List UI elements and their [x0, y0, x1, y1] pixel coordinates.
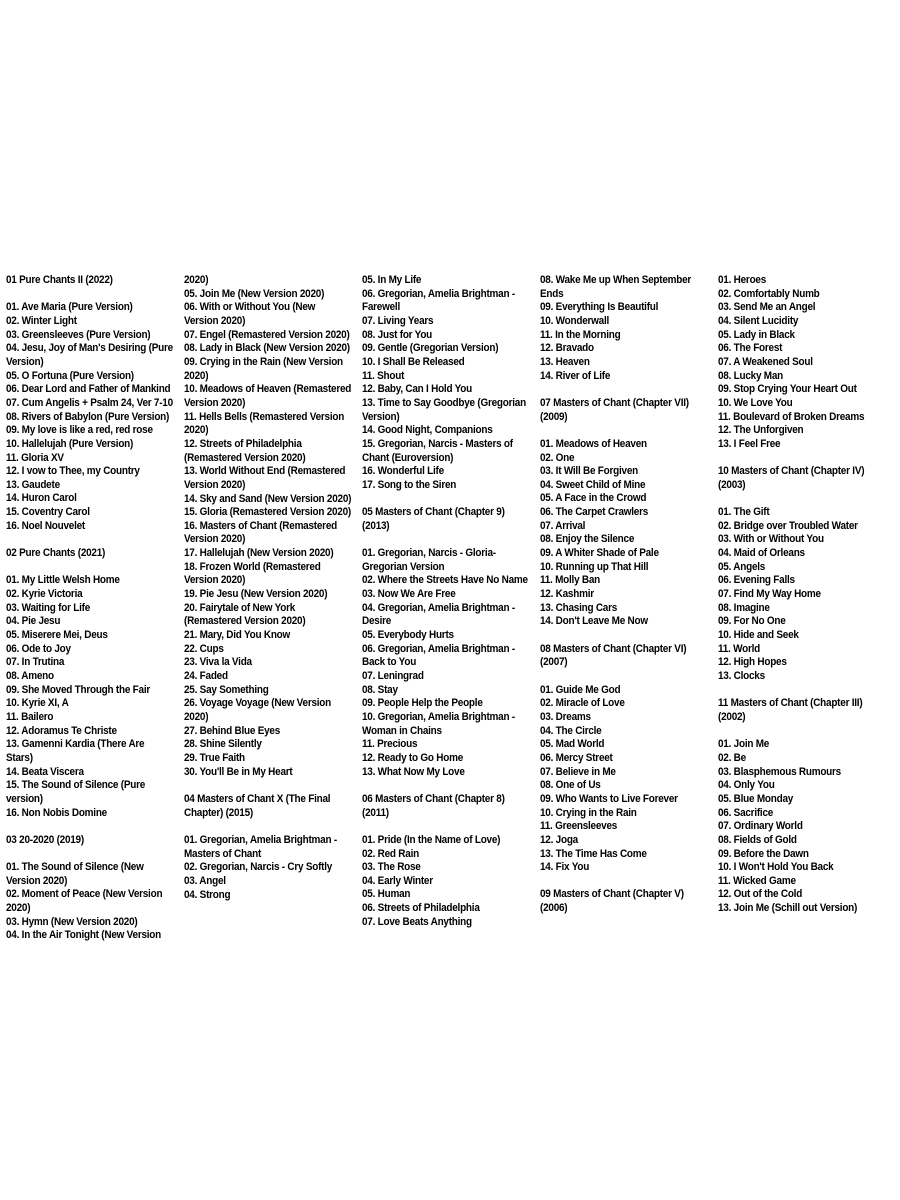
track-item: 06. Evening Falls [718, 574, 795, 587]
album-heading: 07 Masters of Chant (Chapter VII) (2009) [540, 396, 689, 423]
track-item: 03. Dreams [540, 710, 591, 723]
track-item: 07. Cum Angelis + Psalm 24, Ver 7-10 [6, 396, 173, 409]
track-item: 04. Only You [718, 779, 775, 792]
tracklist-sheet [6, 274, 894, 943]
track-item: 05. Human [362, 888, 411, 901]
track-item: 07. Find My Way Home [718, 588, 821, 601]
track-item: 15. Coventry Carol [6, 506, 90, 519]
track-item: 11. Gloria XV [6, 451, 64, 464]
track-item: 09. She Moved Through the Fair [6, 683, 151, 696]
album-heading: 02 Pure Chants (2021) [6, 547, 106, 560]
track-item: 08. Ameno [6, 669, 54, 682]
track-item: 05. Lady in Black [718, 328, 795, 341]
track-item: 13. The Time Has Come [540, 847, 647, 860]
track-item: 12. I vow to Thee, my Country [6, 465, 140, 478]
track-item: 14. River of Life [540, 369, 611, 382]
track-item: 08. Imagine [718, 601, 770, 614]
track-item: 09. My love is like a red, red rose [6, 424, 153, 437]
track-item: 06. Gregorian, Amelia Brightman - Farewell [362, 287, 515, 314]
blank-line [362, 533, 529, 547]
track-item: 12. Ready to Go Home [362, 751, 464, 764]
blank-line [718, 684, 885, 698]
track-item: 01. The Sound of Silence (New Version 2020) [6, 861, 144, 887]
track-item: 05. Miserere Mei, Deus [6, 629, 108, 642]
track-item: 03. The Rose [362, 861, 421, 874]
track-item: 04. Strong [184, 888, 231, 901]
track-item: 16. Masters of Chant (Remastered Version 2020) [184, 519, 337, 546]
track-item: 14. Huron Carol [6, 492, 77, 505]
album-heading: 06 Masters of Chant (Chapter 8) (2011) [362, 792, 505, 819]
track-item: 15. Gloria (Remastered Version 2020) [184, 506, 352, 519]
track-item: 16. Noel Nouvelet [6, 519, 86, 532]
track-item: 04. Maid of Orleans [718, 547, 805, 560]
track-item: 07. Ordinary World [718, 820, 803, 833]
track-item: 10. We Love You [718, 396, 793, 409]
track-item: 01. Pride (In the Name of Love) [362, 833, 501, 846]
track-item: 13. Gamenni Kardia (There Are Stars) [6, 738, 145, 764]
track-item: 11. Molly Ban [540, 574, 601, 587]
blank-line [540, 875, 707, 889]
track-item: 07. Engel (Remastered Version 2020) [184, 328, 350, 341]
track-item: 20. Fairytale of New York (Remastered Version 2020) [184, 601, 306, 628]
track-item: 06. The Carpet Crawlers [540, 506, 649, 519]
track-item: 15. The Sound of Silence (Pure version) [6, 779, 146, 805]
album-heading: 10 Masters of Chant (Chapter IV) (2003) [718, 465, 865, 491]
track-item: 03. Blasphemous Rumours [718, 765, 841, 778]
track-item: 07. Love Beats Anything [362, 915, 472, 928]
track-item: 10. Hide and Seek [718, 629, 799, 642]
track-item: 09. Crying in the Rain (New Version 2020) [184, 355, 343, 382]
track-item: 01. Guide Me God [540, 683, 621, 696]
track-item: 09. Everything Is Beautiful [540, 301, 659, 314]
blank-line [6, 288, 173, 302]
track-item: 22. Cups [184, 642, 224, 655]
track-item: 04. Jesu, Joy of Man's Desiring (Pure Version) [6, 342, 173, 368]
track-item: 06. Streets of Philadelphia [362, 902, 480, 915]
track-item: 04. Gregorian, Amelia Brightman - Desire [362, 601, 515, 628]
track-item: 14. Fix You [540, 861, 590, 874]
track-item: 14. Good Night, Companions [362, 424, 493, 437]
track-item: 02. Red Rain [362, 847, 419, 860]
track-item: 03. Send Me an Angel [718, 301, 816, 314]
blank-line [6, 820, 173, 834]
track-item: 14. Don't Leave Me Now [540, 615, 648, 628]
album-heading: 05 Masters of Chant (Chapter 9) (2013) [362, 506, 505, 532]
track-item: 03. Greensleeves (Pure Version) [6, 328, 151, 341]
track-item: 07. Believe in Me [540, 765, 616, 778]
track-item: 23. Viva la Vida [184, 656, 252, 669]
tracklist-column-5 [718, 274, 885, 943]
track-item: 10. I Won't Hold You Back [718, 861, 834, 874]
track-item: 01. Join Me [718, 738, 770, 751]
track-item: 06. With or Without You (New Version 2020) [184, 301, 316, 327]
track-item: 13. I Feel Free [718, 437, 781, 450]
track-item: 29. True Faith [184, 751, 245, 764]
blank-line [718, 452, 885, 466]
track-item: 12. Adoramus Te Christe [6, 724, 117, 737]
tracklist-column-2 [184, 274, 351, 943]
track-item: 27. Behind Blue Eyes [184, 724, 281, 737]
track-item: 03. With or Without You [718, 533, 824, 546]
blank-line [540, 629, 707, 643]
track-item: 06. Ode to Joy [6, 642, 71, 655]
track-item: 06. Gregorian, Amelia Brightman - Back to You [362, 642, 515, 669]
track-item: 09. Before the Dawn [718, 847, 809, 860]
tracklist-column-3 [362, 274, 529, 943]
album-heading: 09 Masters of Chant (Chapter V) (2006) [540, 888, 684, 915]
track-item: 18. Frozen World (Remastered Version 2020) [184, 560, 321, 587]
track-item: 09. Who Wants to Live Forever [540, 792, 678, 805]
track-item: 13. Gaudete [6, 478, 60, 491]
track-item: 03. Angel [184, 874, 226, 887]
track-item: 02. Bridge over Troubled Water [718, 519, 858, 532]
blank-line [362, 493, 529, 507]
track-item: 13. Chasing Cars [540, 601, 618, 614]
blank-line [718, 725, 885, 739]
track-item: 13. Time to Say Goodbye (Gregorian Version) [362, 396, 526, 423]
track-item: 12. Joga [540, 833, 578, 846]
track-item: 02. Where the Streets Have No Name [362, 574, 528, 587]
track-item: 14. Sky and Sand (New Version 2020) [184, 492, 352, 505]
track-item: 11. Wicked Game [718, 874, 796, 887]
track-item: 08. Wake Me up When September Ends [540, 274, 692, 300]
track-item: 05. In My Life [362, 274, 422, 286]
blank-line [184, 779, 351, 793]
blank-line [6, 561, 173, 575]
track-item: 05. Blue Monday [718, 792, 794, 805]
blank-line [540, 670, 707, 684]
track-item: 02. Be [718, 751, 746, 764]
track-item: 08. Fields of Gold [718, 833, 797, 846]
track-item: 11. Shout [362, 369, 405, 382]
track-item: 11. In the Morning [540, 328, 621, 341]
blank-line [718, 492, 885, 506]
track-item: 12. Bravado [540, 342, 594, 355]
track-item: 02. Kyrie Victoria [6, 588, 83, 601]
track-item: 11. Hells Bells (Remastered Version 2020) [184, 410, 345, 437]
track-item: 17. Hallelujah (New Version 2020) [184, 547, 334, 560]
track-item: 09. People Help the People [362, 697, 483, 710]
track-item: 13. Heaven [540, 355, 590, 368]
track-item: 03. Waiting for Life [6, 601, 91, 614]
album-heading: 08 Masters of Chant (Chapter VI) (2007) [540, 642, 687, 669]
track-item: 03. Hymn (New Version 2020) [6, 915, 138, 928]
track-item: 28. Shine Silently [184, 738, 262, 751]
track-item: 09. For No One [718, 615, 786, 628]
track-item: 02. One [540, 451, 575, 464]
track-item: 09. Stop Crying Your Heart Out [718, 383, 857, 396]
track-item: 04. Sweet Child of Mine [540, 478, 646, 491]
track-item: 10. Meadows of Heaven (Remastered Version 2020) [184, 383, 352, 409]
track-item: 08. Just for You [362, 328, 433, 341]
track-item: 07. In Trutina [6, 656, 65, 669]
track-item: 07. Arrival [540, 519, 586, 532]
track-item: 08. Lady in Black (New Version 2020) [184, 342, 350, 355]
track-item: 17. Song to the Siren [362, 478, 457, 491]
track-item: 01. Gregorian, Narcis - Gloria- Gregorian Version [362, 547, 496, 573]
track-item: 06. Dear Lord and Father of Mankind [6, 383, 171, 396]
track-item: 10. Running up That Hill [540, 560, 649, 573]
track-item: 04. Pie Jesu [6, 615, 61, 628]
track-item: 05. O Fortuna (Pure Version) [6, 369, 134, 382]
album-heading: 03 20-2020 (2019) [6, 833, 84, 846]
track-item: 05. A Face in the Crowd [540, 492, 647, 505]
track-item: 01. Gregorian, Amelia Brightman - Masters of Chant [184, 833, 337, 860]
track-item: 12. The Unforgiven [718, 424, 804, 437]
track-item: 01. Ave Maria (Pure Version) [6, 301, 133, 314]
track-item: 02. Winter Light [6, 314, 77, 327]
track-item: 10. Kyrie XI, A [6, 697, 69, 710]
track-item: 30. You'll Be in My Heart [184, 765, 293, 778]
blank-line [184, 820, 351, 834]
blank-line [540, 424, 707, 438]
track-item: 05. Mad World [540, 738, 605, 751]
track-item: 11. Boulevard of Broken Dreams [718, 410, 865, 423]
track-item: 11. Greensleeves [540, 820, 618, 833]
track-item: 01. Meadows of Heaven [540, 437, 647, 450]
track-item: 15. Gregorian, Narcis - Masters of Chant (Euroversion) [362, 437, 513, 464]
track-item: 03. It Will Be Forgiven [540, 465, 638, 478]
blank-line [540, 383, 707, 397]
album-heading: 2020) [184, 274, 209, 286]
track-item: 07. Leningrad [362, 670, 424, 682]
track-item: 16. Non Nobis Domine [6, 806, 107, 819]
track-item: 08. Stay [362, 683, 398, 696]
track-item: 01. The Gift [718, 506, 770, 519]
track-item: 05. Everybody Hurts [362, 629, 454, 642]
track-item: 06. Sacrifice [718, 806, 774, 819]
track-item: 10. Wonderwall [540, 314, 610, 327]
track-item: 26. Voyage Voyage (New Version 2020) [184, 697, 332, 723]
track-item: 12. Streets of Philadelphia (Remastered Version 2020) [184, 437, 306, 464]
track-item: 06. Mercy Street [540, 751, 613, 764]
track-item: 11. Bailero [6, 710, 54, 723]
track-item: 04. In the Air Tonight (New Version [6, 929, 161, 942]
track-item: 10. Hallelujah (Pure Version) [6, 437, 134, 450]
album-heading: 01 Pure Chants II (2022) [6, 274, 113, 286]
track-item: 11. Precious [362, 738, 418, 751]
track-item: 08. One of Us [540, 779, 601, 792]
track-item: 05. Join Me (New Version 2020) [184, 287, 325, 300]
track-item: 06. The Forest [718, 342, 783, 355]
track-item: 08. Lucky Man [718, 369, 784, 382]
track-item: 10. I Shall Be Released [362, 355, 465, 368]
track-item: 12. High Hopes [718, 656, 787, 669]
blank-line [362, 820, 529, 834]
track-item: 21. Mary, Did You Know [184, 629, 291, 642]
track-item: 13. World Without End (Remastered Version 2020) [184, 465, 346, 491]
track-item: 01. Heroes [718, 274, 767, 286]
track-item: 14. Beata Viscera [6, 765, 84, 778]
blank-line [6, 848, 173, 862]
tracklist-column-4 [540, 274, 707, 943]
track-item: 19. Pie Jesu (New Version 2020) [184, 588, 328, 601]
track-item: 07. Living Years [362, 314, 434, 327]
track-item: 02. Moment of Peace (New Version 2020) [6, 888, 163, 915]
track-item: 13. Join Me (Schill out Version) [718, 902, 858, 915]
track-item: 04. The Circle [540, 724, 602, 737]
tracklist-column-1 [6, 274, 173, 943]
track-item: 02. Miracle of Love [540, 697, 625, 710]
blank-line [362, 779, 529, 793]
blank-line [6, 533, 173, 547]
track-item: 24. Faded [184, 670, 228, 683]
track-item: 13. Clocks [718, 670, 765, 682]
track-item: 02. Comfortably Numb [718, 287, 820, 300]
track-item: 10. Crying in the Rain [540, 806, 637, 819]
track-item: 01. My Little Welsh Home [6, 574, 120, 587]
track-item: 02. Gregorian, Narcis - Cry Softly [184, 861, 333, 874]
track-item: 09. Gentle (Gregorian Version) [362, 342, 499, 355]
track-item: 05. Angels [718, 560, 766, 573]
album-heading: 04 Masters of Chant X (The Final Chapter) (2015) [184, 792, 331, 819]
track-item: 12. Out of the Cold [718, 888, 803, 901]
track-item: 08. Rivers of Babylon (Pure Version) [6, 410, 170, 423]
track-item: 10. Gregorian, Amelia Brightman - Woman in Chains [362, 710, 515, 737]
track-item: 16. Wonderful Life [362, 465, 444, 478]
track-item: 07. A Weakened Soul [718, 355, 813, 368]
track-item: 03. Now We Are Free [362, 588, 456, 601]
track-item: 04. Early Winter [362, 874, 433, 887]
track-item: 09. A Whiter Shade of Pale [540, 547, 659, 560]
track-item: 25. Say Something [184, 683, 269, 696]
track-item: 13. What Now My Love [362, 765, 465, 778]
track-item: 04. Silent Lucidity [718, 314, 799, 327]
track-item: 12. Baby, Can I Hold You [362, 383, 473, 396]
track-item: 08. Enjoy the Silence [540, 533, 635, 546]
album-heading: 11 Masters of Chant (Chapter III) (2002) [718, 697, 863, 723]
track-item: 11. World [718, 642, 760, 655]
track-item: 12. Kashmir [540, 588, 594, 601]
